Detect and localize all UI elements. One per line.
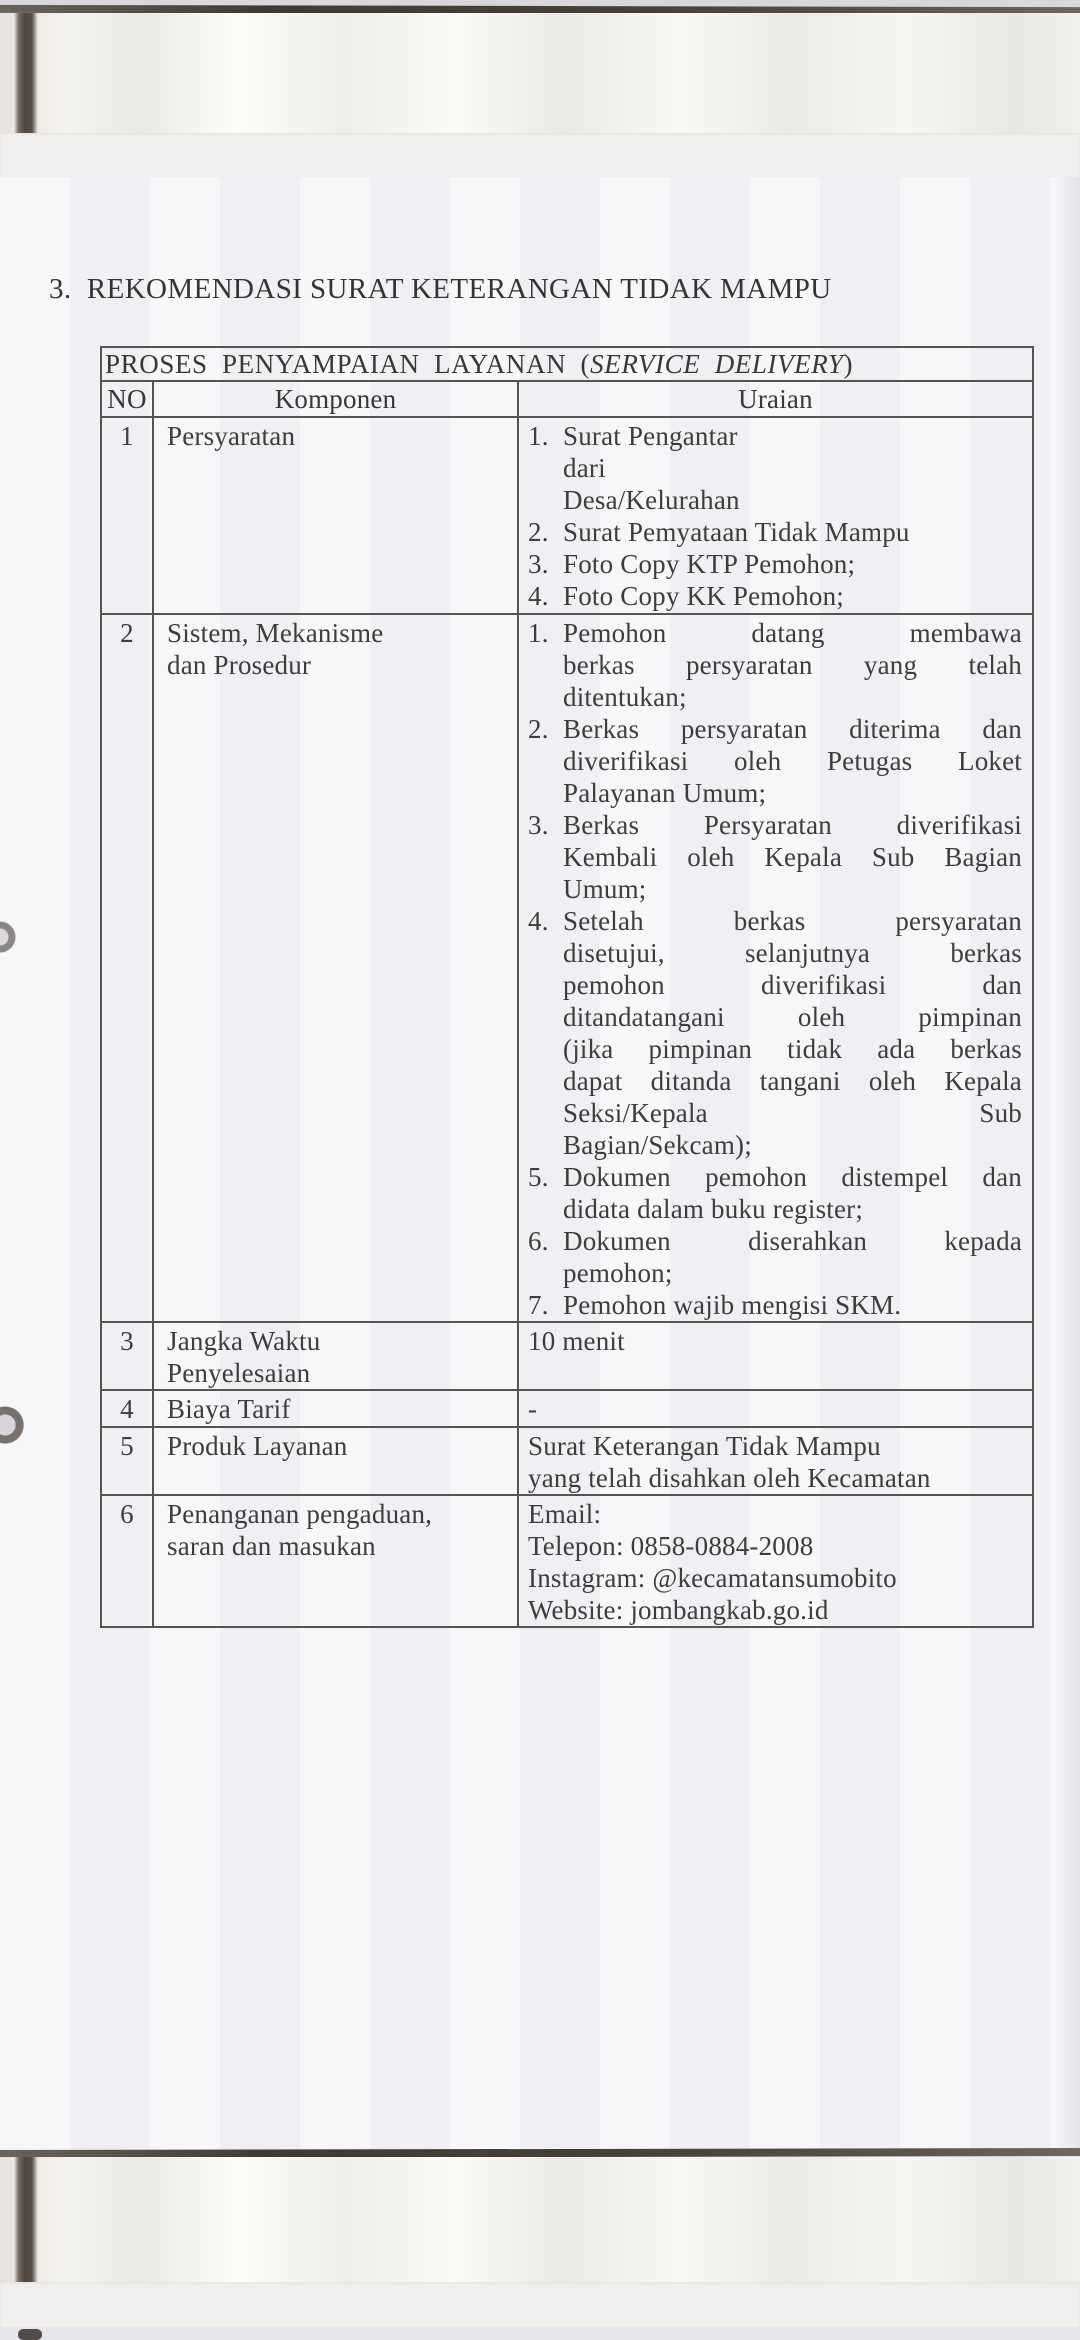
contact-instagram-line: Instagram: @kecamatansumobito xyxy=(528,1563,897,1593)
table-row-produk-layanan xyxy=(101,1427,1033,1495)
text-line: Umum; xyxy=(563,874,647,904)
komponen-line: Biaya Tarif xyxy=(167,1394,291,1424)
text-line: Kembali oleh Kepala Sub Bagian xyxy=(563,842,1022,872)
text-line: Surat Keterangan Tidak Mampu xyxy=(528,1431,881,1461)
table-title-text: PROSES PENYAMPAIAN LAYANAN ( xyxy=(105,349,591,379)
text-line: Pemohon datang membawa xyxy=(563,618,1022,648)
row-5-number: 5 xyxy=(101,1427,153,1495)
row-5-komponen xyxy=(153,1427,518,1495)
row-5-uraian xyxy=(518,1427,1033,1495)
col-header-komponen: Komponen xyxy=(153,381,518,417)
uraian-item xyxy=(528,905,1022,1161)
scan-dark-bar-top xyxy=(14,13,38,133)
table-title xyxy=(101,347,1033,381)
komponen-line: dan Prosedur xyxy=(167,650,312,680)
text-line: Foto Copy KTP Pemohon; xyxy=(563,549,856,579)
text-line: ditentukan; xyxy=(563,682,687,712)
text-line: Setelah berkas persyaratan xyxy=(563,906,1022,936)
komponen-line: Jangka Waktu xyxy=(167,1326,321,1356)
uraian-item xyxy=(528,617,1022,713)
uraian-item xyxy=(528,516,1022,548)
service-delivery-table xyxy=(100,346,1034,1628)
text-line: Dokumen diserahkan kepada xyxy=(563,1226,1022,1256)
text-line: didata dalam buku register; xyxy=(563,1194,864,1224)
text-line: Desa/Kelurahan xyxy=(563,485,740,515)
text-line: Seksi/Kepala Sub xyxy=(563,1098,1022,1128)
row-1-komponen xyxy=(153,417,518,614)
item-body xyxy=(563,548,1022,580)
text-line: pemohon diverifikasi dan xyxy=(563,970,1022,1000)
row-6-uraian xyxy=(518,1495,1033,1627)
scan-bottom-band xyxy=(0,2157,1080,2282)
item-number: 7. xyxy=(528,1290,549,1320)
row-6-komponen xyxy=(153,1495,518,1627)
contact-email-line: Email: xyxy=(528,1499,602,1529)
row-2-uraian xyxy=(518,614,1033,1322)
scan-dark-bar-bottom xyxy=(14,2157,38,2282)
item-body xyxy=(563,1289,1022,1321)
row-1-number: 1 xyxy=(101,417,153,614)
text-line: berkas persyaratan yang telah xyxy=(563,650,1022,680)
row-3-number: 3 xyxy=(101,1322,153,1390)
text-line: diverifikasi oleh Petugas Loket xyxy=(563,746,1022,776)
item-number: 4. xyxy=(528,906,549,936)
text-line: Berkas Persyaratan diverifikasi xyxy=(563,810,1022,840)
item-number: 5. xyxy=(528,1162,549,1192)
scan-top-gray-band xyxy=(0,133,1080,178)
item-body xyxy=(563,580,1022,612)
table-row-sistem-mekanisme xyxy=(101,614,1033,1322)
komponen-line: Sistem, Mekanisme xyxy=(167,618,384,648)
scan-top-band xyxy=(0,13,1080,133)
uraian-item xyxy=(528,713,1022,809)
text-line: Dokumen pemohon distempel dan xyxy=(563,1162,1022,1192)
text-line: - xyxy=(528,1394,538,1424)
uraian-item xyxy=(528,1225,1022,1289)
item-number: 1. xyxy=(528,618,549,648)
text-line: dapat ditanda tangani oleh Kepala xyxy=(563,1066,1022,1096)
col-header-uraian: Uraian xyxy=(518,381,1033,417)
item-body xyxy=(563,617,1022,713)
komponen-line: saran dan masukan xyxy=(167,1531,376,1561)
item-body xyxy=(563,713,1022,809)
scan-bottom-gray-band xyxy=(0,2282,1080,2327)
komponen-line: Penanganan pengaduan, xyxy=(167,1499,433,1529)
item-number: 3. xyxy=(528,810,549,840)
table-row-biaya-tarif xyxy=(101,1390,1033,1427)
text-line: Surat Pengantar xyxy=(563,421,738,451)
col-header-no: NO xyxy=(101,381,153,417)
item-body xyxy=(563,809,1022,905)
row-4-uraian xyxy=(518,1390,1033,1427)
table-row-persyaratan xyxy=(101,417,1033,614)
uraian-item xyxy=(528,1161,1022,1225)
uraian-item xyxy=(528,420,1022,516)
row-2-komponen xyxy=(153,614,518,1322)
text-line: Berkas persyaratan diterima dan xyxy=(563,714,1022,744)
text-line: 10 menit xyxy=(528,1326,625,1356)
uraian-item xyxy=(528,809,1022,905)
text-line: Pemohon wajib mengisi SKM. xyxy=(563,1290,902,1320)
row-1-uraian xyxy=(518,417,1033,614)
item-number: 3. xyxy=(528,549,549,579)
contact-phone-line: Telepon: 0858-0884-2008 xyxy=(528,1531,814,1561)
text-line: Foto Copy KK Pemohon; xyxy=(563,581,844,611)
komponen-line: Produk Layanan xyxy=(167,1431,348,1461)
text-line: Palayanan Umum; xyxy=(563,778,767,808)
text-line: pemohon; xyxy=(563,1258,673,1288)
item-body xyxy=(563,905,1022,1161)
table-title-row xyxy=(101,347,1033,381)
table-header-row xyxy=(101,381,1033,417)
text-line: dari xyxy=(563,453,606,483)
item-body xyxy=(563,516,1022,548)
text-line: yang telah disahkan oleh Kecamatan xyxy=(528,1463,931,1493)
scan-bottom-strip xyxy=(0,2327,1080,2340)
row-4-number: 4 xyxy=(101,1390,153,1427)
text-line: disetujui, selanjutnya berkas xyxy=(563,938,1022,968)
uraian-item xyxy=(528,580,1022,612)
item-number: 4. xyxy=(528,581,549,611)
komponen-line: Penyelesaian xyxy=(167,1358,311,1388)
item-number: 2. xyxy=(528,517,549,547)
uraian-item xyxy=(528,1289,1022,1321)
table-row-jangka-waktu xyxy=(101,1322,1033,1390)
item-number: 2. xyxy=(528,714,549,744)
row-3-komponen xyxy=(153,1322,518,1390)
item-number: 1. xyxy=(528,421,549,451)
item-number: 6. xyxy=(528,1226,549,1256)
text-line: ditandatangani oleh pimpinan xyxy=(563,1002,1022,1032)
item-body xyxy=(563,1161,1022,1225)
table-title-italic: SERVICE DELIVERY xyxy=(590,349,844,379)
item-body xyxy=(563,420,1022,516)
text-line: Surat Pemyataan Tidak Mampu xyxy=(563,517,910,547)
uraian-item xyxy=(528,548,1022,580)
komponen-line: Persyaratan xyxy=(167,421,296,451)
contact-website-line: Website: jombangkab.go.id xyxy=(528,1595,829,1625)
table-title-close: ) xyxy=(843,349,854,379)
text-line: (jika pimpinan tidak ada berkas xyxy=(563,1034,1022,1064)
text-line: Bagian/Sekcam); xyxy=(563,1130,752,1160)
item-body xyxy=(563,1225,1022,1289)
scan-bottom-mark xyxy=(18,2329,42,2340)
row-6-number: 6 xyxy=(101,1495,153,1627)
row-2-number: 2 xyxy=(101,614,153,1322)
table-row-penanganan-pengaduan xyxy=(101,1495,1033,1627)
document-title: 3. REKOMENDASI SURAT KETERANGAN TIDAK MAMPU xyxy=(49,273,832,305)
row-3-uraian xyxy=(518,1322,1033,1390)
row-4-komponen xyxy=(153,1390,518,1427)
